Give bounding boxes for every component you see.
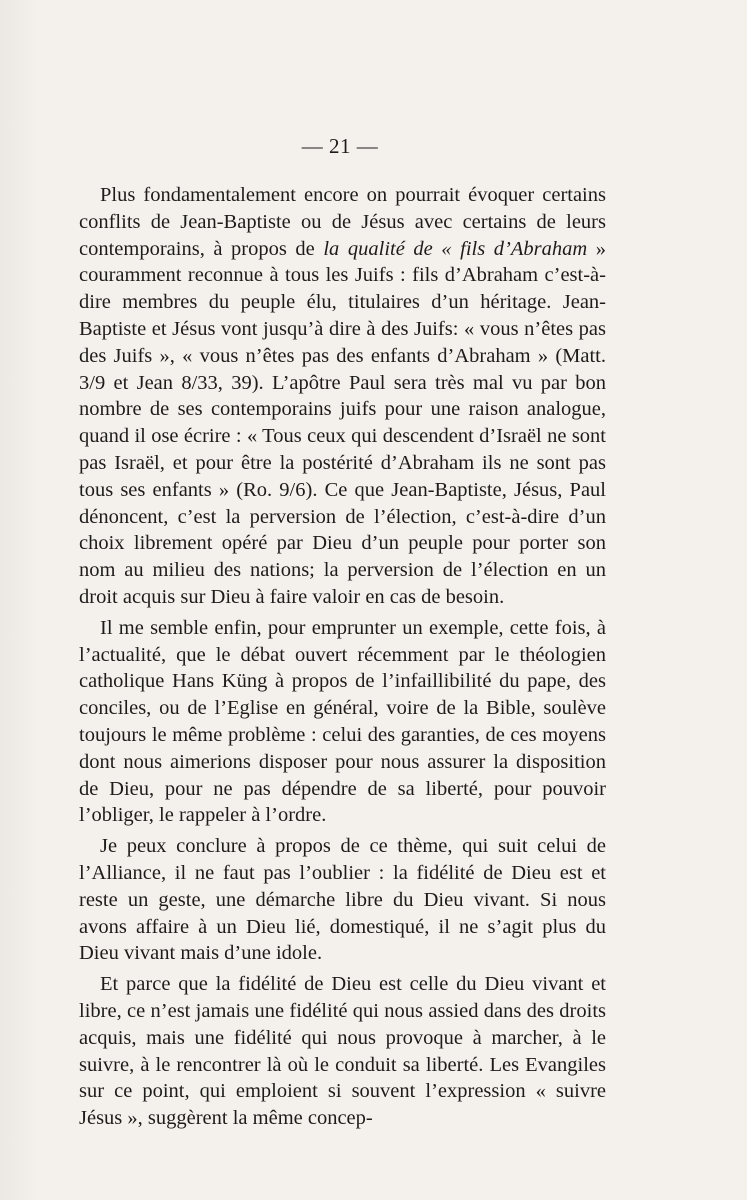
- paragraph-2: [79, 615, 606, 829]
- paragraph-4: [79, 971, 606, 1132]
- text-segment: » couramment reconnue à tous les Juifs : fils d’Abraham c’est-à-dire membres du peuple élu, titulaires d’un héritage. Jean-Baptiste et Jésus vont jusqu’à dire à des Juifs: « vous n’êtes pas des Juifs », « vous n’êtes pas des enfants d’Abraham » (Matt. 3/9 et Jean 8/33, 39). L’apôtre Paul sera très mal vu par bon nombre de ses contemporains juifs pour une raison analogue, quand il ose écrire : « Tous ceux qui descendent d’Israël ne sont pas Israël, et pour être la postérité d’Abraham ils ne sont pas tous ses enfants » (Ro. 9/6). Ce que Jean-Baptiste, Jésus, Paul dénoncent, c’est la perversion de l’élection, c’est-à-dire d’un choix librement opéré par Dieu d’un peuple pour porter son nom au milieu des nations; la perversion de l’élection en un droit acquis sur Dieu à faire valoir en cas de besoin.: [79, 237, 606, 608]
- text-segment: Il me semble enfin, pour emprunter un exemple, cette fois, à l’actualité, que le débat ouvert récemment par le théologien catholique Hans Küng à propos de l’infaillibilité du pape, des conciles, ou de l’Eglise en général, voire de la Bible, soulève toujours le même problème : celui des garanties, de ces moyens dont nous aimerions disposer pour nous assurer la disposition de Dieu, pour ne pas dépendre de sa liberté, pour pouvoir l’obliger, le rappeler à l’ordre.: [79, 616, 606, 827]
- text-segment: Plus fondamentalement encore on pourrait évoquer certains conflits de Jean-Baptiste ou de Jésus avec certains de leurs contemporains, à propos de: [79, 184, 606, 260]
- paragraph-3: [79, 833, 606, 967]
- text-segment: Et parce que la fidélité de Dieu est celle du Dieu vivant et libre, ce n’est jamais une fidélité qui nous assied dans des droits acquis, mais une fidélité qui nous provoque à marcher, à le suivre, à le rencontrer là où le conduit sa liberté. Les Evangiles sur ce point, qui emploient si souvent l’expression « suivre Jésus », suggèrent la même concep-: [79, 973, 606, 1130]
- text-segment: Je peux conclure à propos de ce thème, qui suit celui de l’Alliance, il ne faut pas l’oublier : la fidélité de Dieu est et reste un geste, une démarche libre du Dieu vivant. Si nous avons affaire à un Dieu lié, domestiqué, il ne s’agit plus du Dieu vivant mais d’une idole.: [79, 835, 606, 965]
- body-text: [79, 182, 606, 1132]
- page-number: — 21 —: [301, 134, 379, 158]
- paragraph-1: [79, 182, 606, 611]
- italic-text-segment: la qualité de « fils d’Abraham: [323, 237, 588, 260]
